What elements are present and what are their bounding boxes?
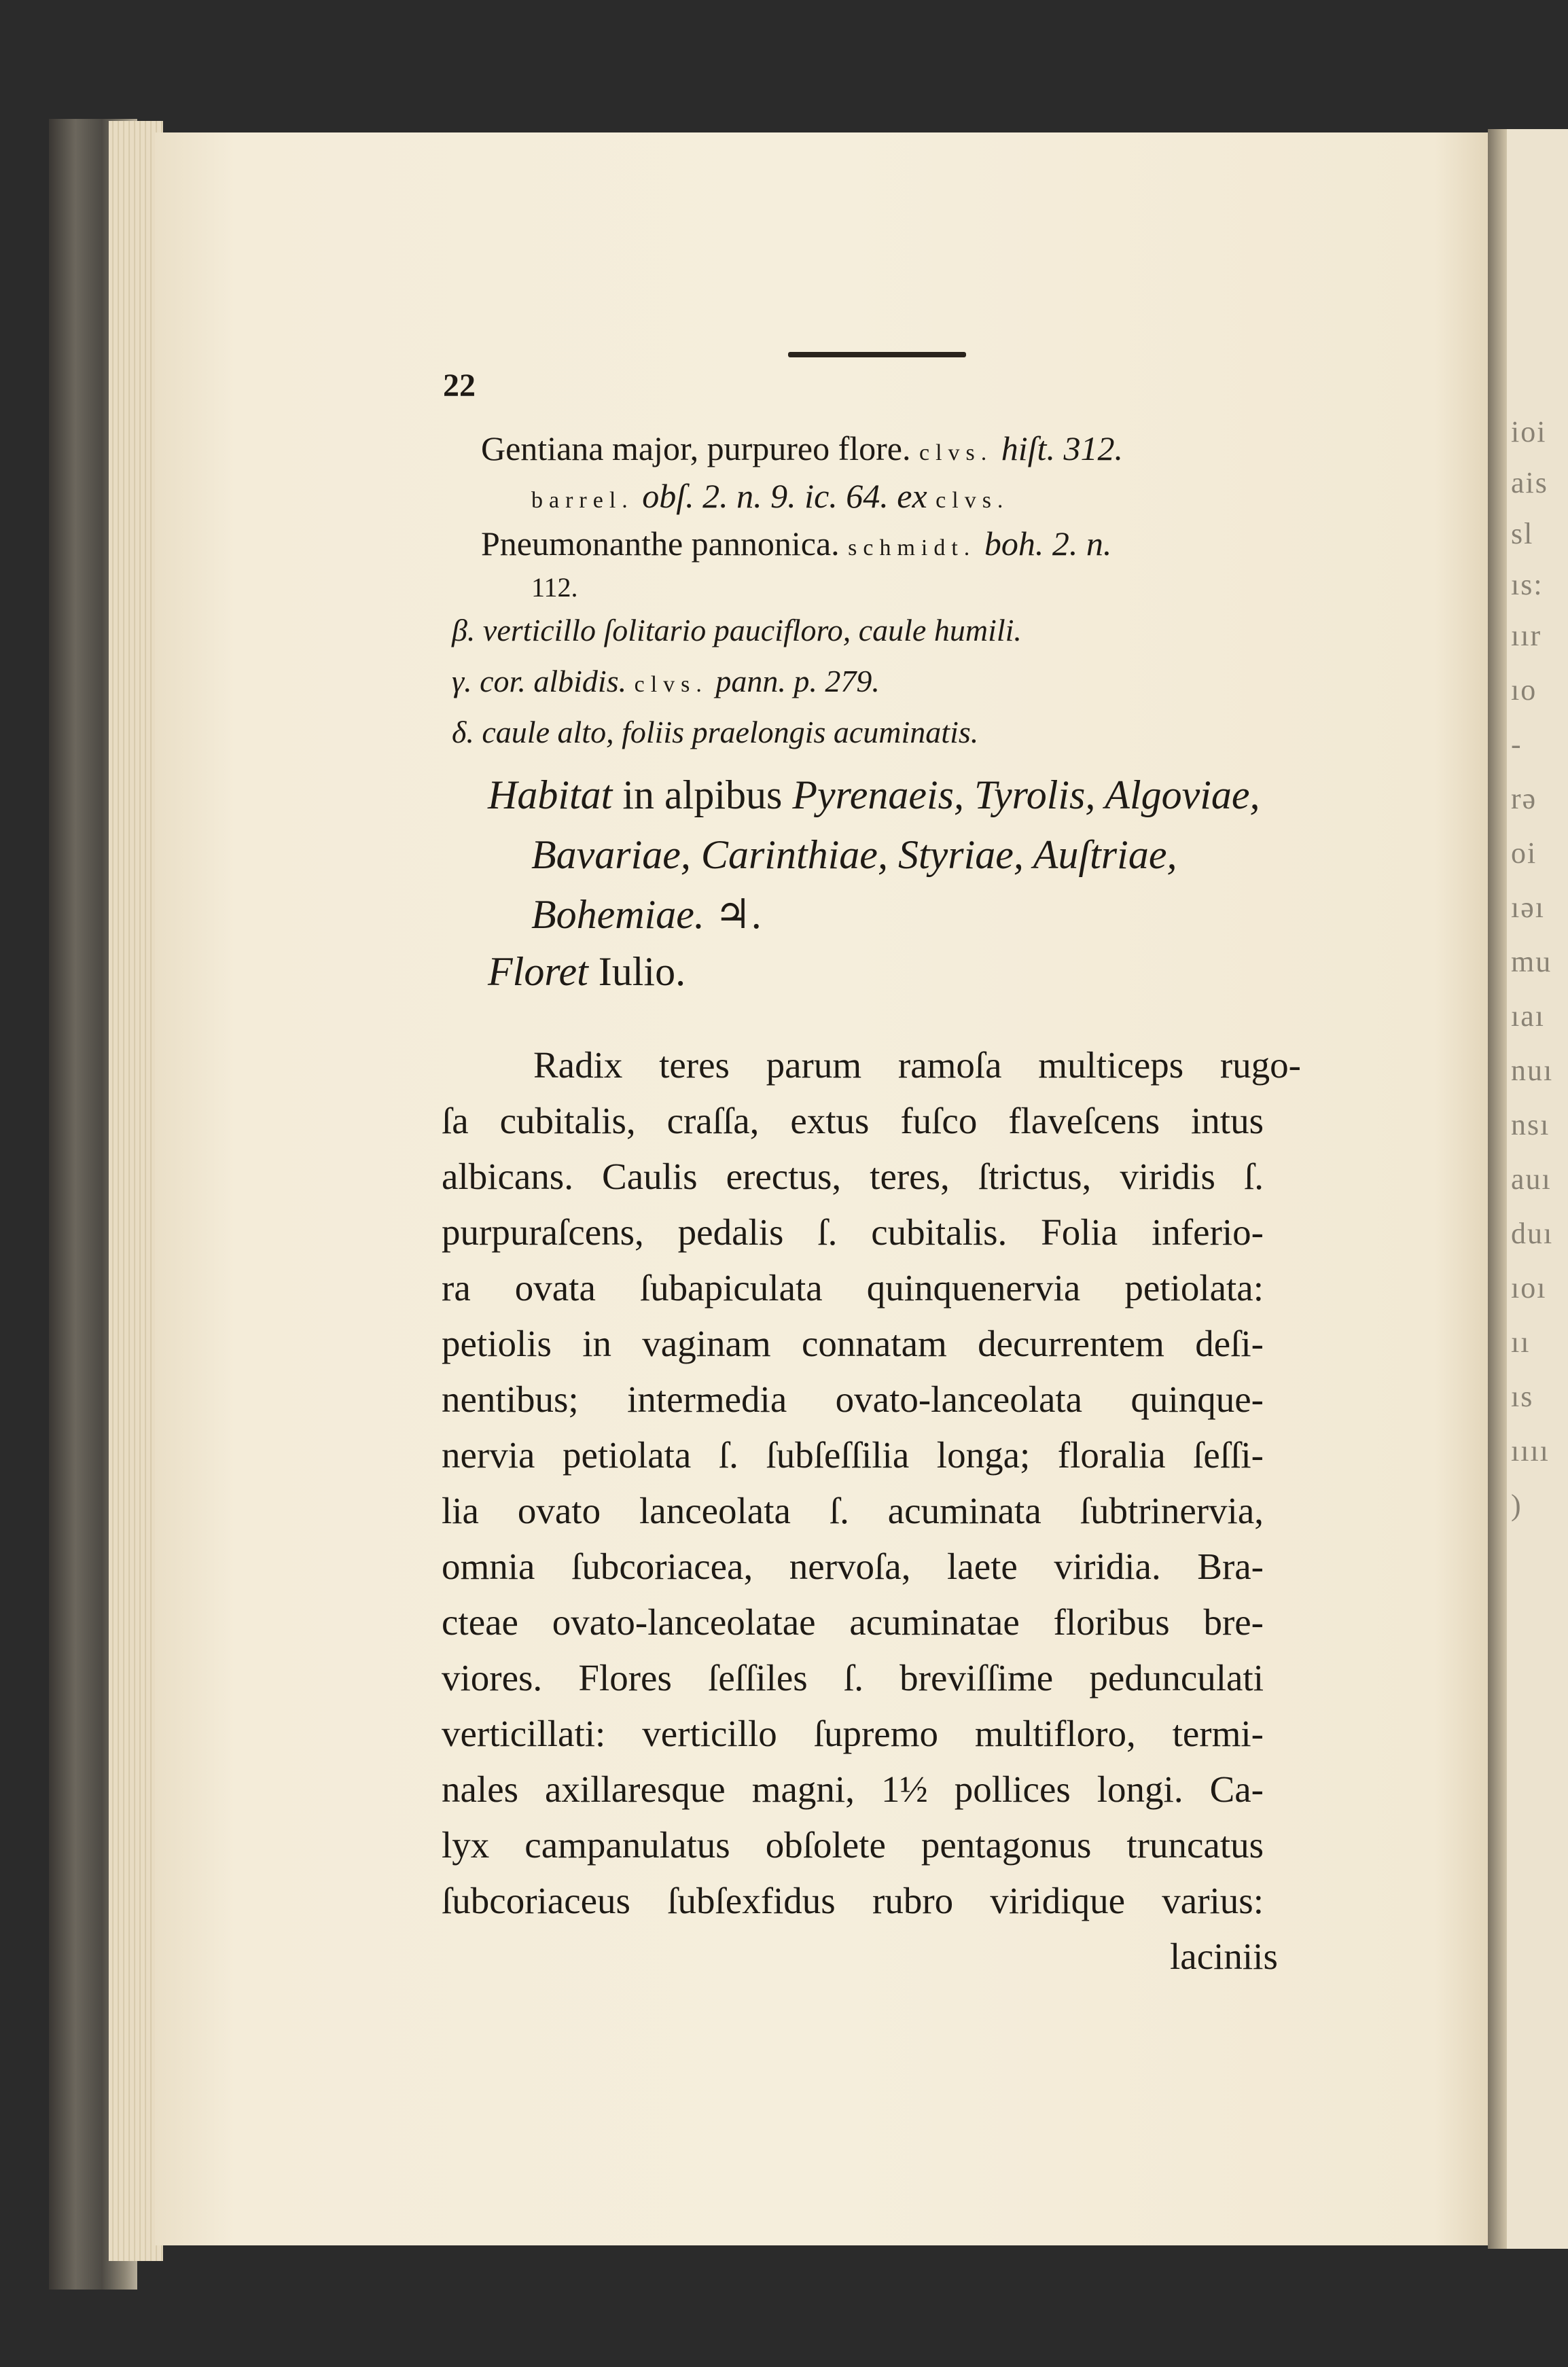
floret-line xyxy=(488,951,685,992)
description-line: nervia petiolata ſ. ſubſeſſilia longa; floralia ſeſſi- xyxy=(442,1434,1264,1476)
facing-fragment: ıs: xyxy=(1511,568,1544,601)
description-line: lia ovato lanceolata ſ. acuminata ſubtrinervia, xyxy=(442,1490,1264,1531)
description-line: verticillati: verticillo ſupremo multifloro, termi- xyxy=(442,1713,1264,1754)
facing-fragment: ) xyxy=(1511,1489,1522,1522)
variety-text: caule alto, foliis praelongis acuminatis. xyxy=(482,715,979,749)
synonym-author: barrel. xyxy=(531,488,634,513)
habitat-places: Bohemiae. xyxy=(531,892,705,937)
facing-fragment: ıaı xyxy=(1511,999,1545,1033)
facing-fragment: ıı xyxy=(1511,1325,1531,1359)
facing-fragment: sl xyxy=(1511,517,1534,550)
description-line: albicans. Caulis erectus, teres, ſtrictus, viridis ſ. xyxy=(442,1156,1264,1197)
description-line: lyx campanulatus obſolete pentagonus truncatus xyxy=(442,1824,1264,1866)
facing-fragment: ıııı xyxy=(1511,1434,1550,1467)
description-line: purpuraſcens, pedalis ſ. cubitalis. Folia inferio- xyxy=(442,1211,1264,1253)
variety-mark: β. xyxy=(452,613,476,647)
description-line: Radix teres parum ramoſa multiceps rugo- xyxy=(533,1044,1301,1086)
synonym-text: Gentiana major, purpureo flore. xyxy=(481,429,911,467)
description-line: nales axillaresque magni, 1½ pollices longi. Ca- xyxy=(442,1768,1264,1810)
habitat-text: in alpibus xyxy=(612,772,793,817)
habitat-label: Habitat xyxy=(488,772,613,817)
description-line: ra ovata ſubapiculata quinquenervia petiolata: xyxy=(442,1267,1264,1309)
facing-page-gutter xyxy=(1488,129,1507,2249)
synonym-author: clvs. xyxy=(919,440,993,465)
variety-author: clvs. xyxy=(634,672,708,697)
facing-fragment: oi xyxy=(1511,836,1537,870)
header-rule xyxy=(788,352,966,357)
facing-fragment: ıır xyxy=(1511,619,1542,652)
variety-text: verticillo ſolitario paucifloro, caule humili. xyxy=(482,613,1022,647)
description-line: nentibus; intermedia ovato-lanceolata quinque- xyxy=(442,1378,1264,1420)
synonym-reference: boh. 2. n. xyxy=(984,524,1112,563)
facing-fragment: rə xyxy=(1511,782,1537,815)
synonym-line xyxy=(481,524,1112,563)
habitat-places: Pyrenaeis, Tyrolis, Algoviae, xyxy=(792,772,1260,817)
variety-text: cor. albidis. xyxy=(480,664,627,698)
synonym-line xyxy=(531,479,1009,513)
facing-fragment: duı xyxy=(1511,1217,1554,1250)
facing-fragment: ıəı xyxy=(1511,891,1545,924)
variety-line xyxy=(452,666,880,697)
habitat-line xyxy=(531,894,762,935)
floret-value: Iulio. xyxy=(598,949,686,994)
variety-reference: pann. p. 279. xyxy=(715,664,880,698)
facing-fragment: ioi xyxy=(1511,415,1547,448)
synonym-line xyxy=(481,431,1123,465)
habitat-line xyxy=(488,772,1260,817)
variety-line xyxy=(452,717,978,748)
synonym-reference: obſ. 2. n. 9. ic. 64. ex xyxy=(642,477,927,515)
facing-page-edge xyxy=(1488,129,1568,2249)
catchword: laciniis xyxy=(1170,1936,1278,1977)
description-line: ſa cubitalis, craſſa, extus fuſco flaveſcens intus xyxy=(442,1100,1264,1141)
synonym-author: clvs. xyxy=(936,488,1010,513)
description-line: omnia ſubcoriacea, nervoſa, laete viridia. Bra- xyxy=(442,1546,1264,1587)
facing-fragment: ais xyxy=(1511,466,1548,499)
habitat-line: Bavariae, Carinthiae, Styriae, Auſtriae, xyxy=(531,832,1177,877)
page-number: 22 xyxy=(443,368,476,404)
synonym-reference: 112. xyxy=(531,572,578,603)
variety-line xyxy=(452,615,1022,646)
facing-fragment: ıs xyxy=(1511,1380,1534,1413)
synonym-line xyxy=(531,574,578,601)
perennial-symbol: ♃. xyxy=(714,892,762,937)
variety-mark: γ. xyxy=(452,664,472,698)
facing-fragment: - xyxy=(1511,728,1522,761)
description-line: viores. Flores ſeſſiles ſ. breviſſime pedunculati xyxy=(442,1657,1264,1698)
facing-fragment: ıo xyxy=(1511,673,1537,707)
description-line: petiolis in vaginam connatam decurrentem deſi- xyxy=(442,1323,1264,1364)
description-line: cteae ovato-lanceolatae acuminatae floribus bre- xyxy=(442,1601,1264,1643)
synonym-reference: hiſt. 312. xyxy=(1001,429,1123,467)
facing-fragment: ıoı xyxy=(1511,1271,1547,1304)
description-line: ſubcoriaceus ſubſexfidus rubro viridique varius: xyxy=(442,1880,1264,1921)
synonym-text: Pneumonanthe pannonica. xyxy=(481,524,840,563)
facing-fragment: mu xyxy=(1511,945,1552,978)
facing-fragment: nsı xyxy=(1511,1108,1550,1141)
synonym-author: schmidt. xyxy=(848,535,976,560)
floret-label: Floret xyxy=(488,949,588,994)
facing-fragment: nuı xyxy=(1511,1054,1554,1087)
facing-fragment: auı xyxy=(1511,1162,1552,1196)
variety-mark: δ. xyxy=(452,715,474,749)
